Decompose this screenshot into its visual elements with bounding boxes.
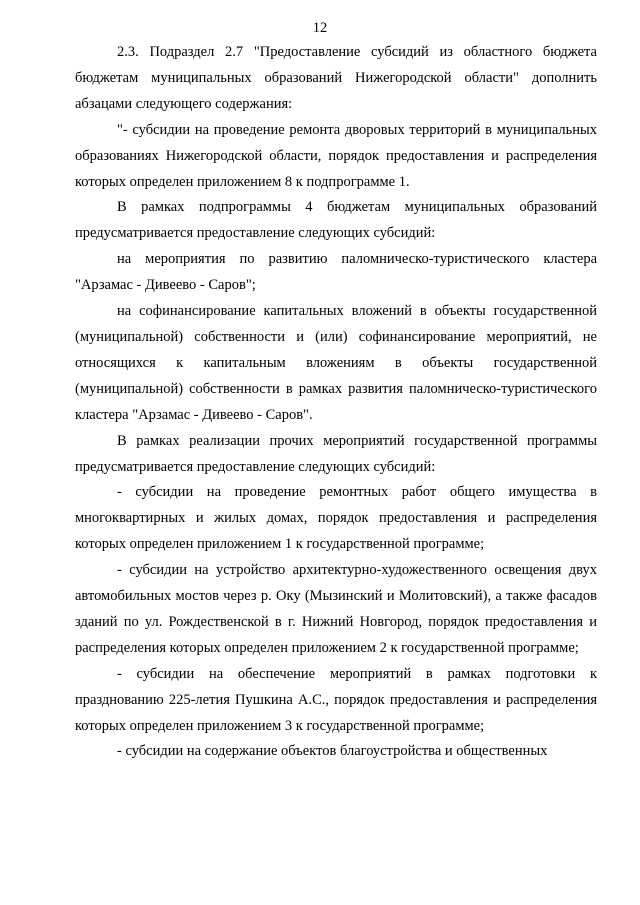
paragraph-subsection-2-7-amendment: 2.3. Подраздел 2.7 "Предоставление субсидий из областного бюджета бюджетам муниципальных образований Нижегородской области" дополнить абзацами следующего содержания:: [75, 44, 597, 112]
paragraph-apartment-repair-subsidy: - субсидии на проведение ремонтных работ общего имущества в многоквартирных и жилых домах, порядок предоставления и распределения которых определен приложением 1 к государственной программе;: [75, 484, 597, 553]
paragraph-landscaping-maintenance-subsidy: - субсидии на содержание объектов благоустройства и общественных: [117, 743, 548, 760]
paragraph-bridge-lighting-subsidy: - субсидии на устройство архитектурно-художественного освещения двух автомобильных мостов через р. Оку (Мызинский и Молитовский), а также фасадов зданий по ул. Рождественской в г. Нижний Новгород, порядок предоставления и распределения которых определен приложением 2 к государственной программе;: [75, 562, 597, 656]
paragraph-pushkin-anniversary-subsidy: - субсидии на обеспечение мероприятий в рамках подготовки к празднованию 225-летия Пушкина А.С., порядок предоставления и распределения которых определен приложением 3 к государственной программе;: [75, 665, 597, 734]
paragraph-courtyard-repair-subsidy: "- субсидии на проведение ремонта дворовых территорий в муниципальных образованиях Нижегородской области, порядок предоставления и распределения которых определен приложением 8 к подпрограмме 1.: [75, 121, 597, 190]
paragraph-pilgrimage-cluster: на мероприятия по развитию паломническо-туристического кластера "Арзамас - Дивеево - Саров";: [75, 251, 597, 294]
paragraph-subprogram-4-intro: В рамках подпрограммы 4 бюджетам муниципальных образований предусматривается предоставление следующих субсидий:: [75, 199, 597, 242]
document-body: [75, 40, 597, 765]
paragraph-other-measures-intro: В рамках реализации прочих мероприятий государственной программы предусматривается предоставление следующих субсидий:: [75, 432, 597, 475]
paragraph-capital-investment-cofinancing: на софинансирование капитальных вложений в объекты государственной (муниципальной) собственности и (или) софинансирование мероприятий, не относящихся к капитальным вложениям в объекты государственной (муниципальной) собственности в рамках развития паломническо-туристического кластера "Арзамас - Дивеево - Саров".: [75, 303, 597, 423]
page-number: 12: [312, 20, 328, 36]
